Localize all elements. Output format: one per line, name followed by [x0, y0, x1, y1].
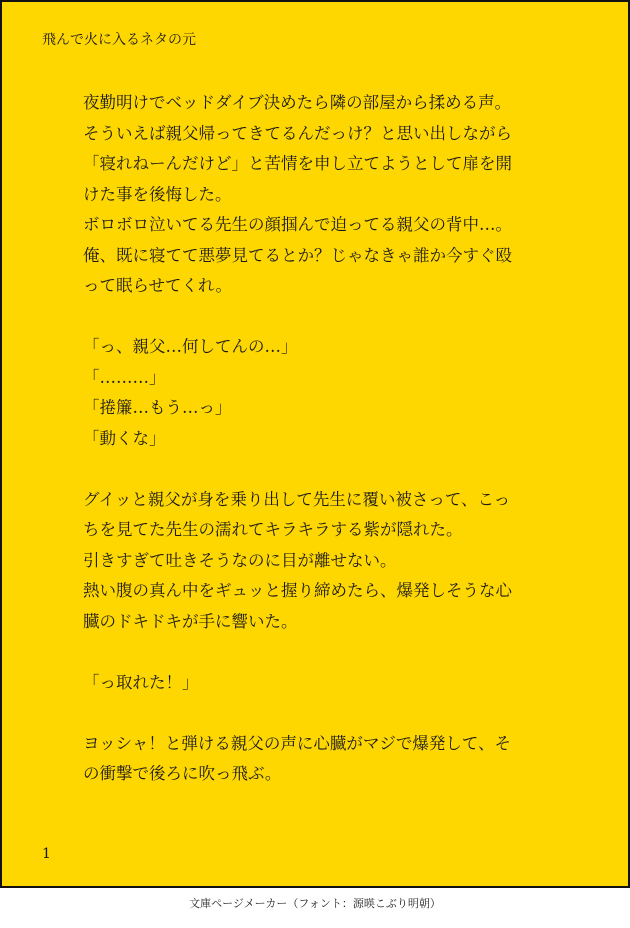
text-line: 「捲簾…もう…っ」: [83, 398, 232, 417]
text-line: 「動くな」: [83, 428, 166, 448]
text-line: 熱い腹の真ん中をギュッと握り締めたら、爆発しそうな心: [83, 581, 512, 600]
text-line: けた事を後悔した。: [83, 184, 232, 204]
text-line: 夜勤明けでベッドダイブ決めたら隣の部屋から揉める声。: [83, 93, 512, 112]
text-line: ちを見てた先生の濡れてキラキラする紫が隠れた。: [83, 520, 463, 539]
text-line: ヨッシャ！と弾ける親父の声に心臓がマジで爆発して、そ: [83, 733, 512, 753]
blank-line: [83, 302, 563, 333]
text-line: グイッと親父が身を乗り出して先生に覆い被さって、こっ: [83, 489, 511, 509]
document-title: 飛んで火に入るネタの元: [42, 32, 196, 48]
blank-line: [83, 698, 563, 729]
body-text: [83, 88, 563, 790]
text-line: そういえば親父帰ってきてるんだっけ？と思い出しながら: [83, 123, 512, 143]
blank-line: [83, 637, 563, 668]
text-line: 「っ、親父…何してんの…」: [83, 337, 298, 356]
text-line: 「寝れねーんだけど」と苦情を申し立てようとして扉を開: [83, 154, 512, 173]
blank-line: [83, 454, 563, 485]
text-line: ボロボロ泣いてる先生の顔掴んで迫ってる親父の背中…。: [83, 215, 512, 234]
text-line: 「っ取れた！」: [83, 672, 199, 692]
page-number: 1: [42, 846, 51, 862]
text-line: の衝撃で後ろに吹っ飛ぶ。: [83, 764, 282, 783]
text-line: って眠らせてくれ。: [83, 276, 232, 295]
text-line: 臓のドキドキが手に響いた。: [83, 611, 298, 631]
text-line: 引きすぎて吐きそうなのに目が離せない。: [83, 550, 397, 570]
text-line: 俺、既に寝てて悪夢見てるとか？じゃなきゃ誰か今すぐ殴: [83, 245, 512, 265]
text-line: 「………」: [83, 367, 166, 387]
footer-caption: 文庫ページメーカー（フォント：源暎こぶり明朝）: [189, 897, 441, 910]
